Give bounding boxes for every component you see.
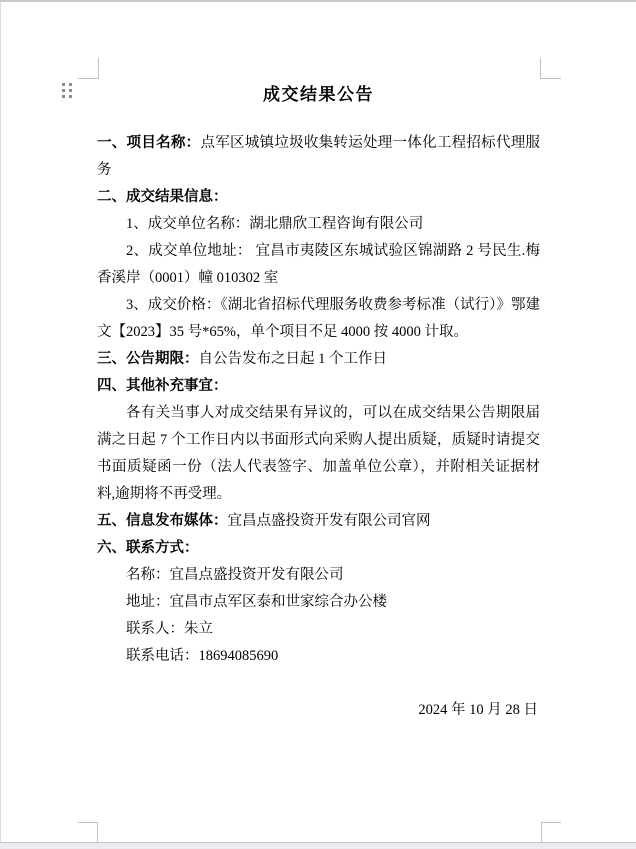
- margin-corner-mark-top-right: [540, 58, 561, 79]
- p-contact-phone: [97, 643, 540, 670]
- paragraph-text: 点军区城镇垃圾收集转运处理一体化工程招标代理服务: [97, 135, 541, 178]
- p-supplementary-body: [97, 400, 540, 508]
- p-contact-heading: [97, 535, 540, 562]
- document-title: 成交结果公告: [263, 85, 374, 104]
- p-project-name: [97, 130, 540, 184]
- p-contact-name: [97, 562, 540, 589]
- below-page-gap: [0, 842, 636, 849]
- section-label: 四、其他补充事宜：: [97, 378, 228, 394]
- p-price: [97, 292, 540, 346]
- paragraph-text: 各有关当事人对成交结果有异议的，可以在成交结果公告期限届满之日起 7 个工作日内以书面形式向采购人提出质疑，质疑时请提交书面质疑函一份（法人代表签字、加盖单位公章），并附相关证据材料,逾期将不再受理。: [97, 405, 540, 502]
- p-contact-address: [97, 589, 540, 616]
- p-publish-media: [97, 508, 540, 535]
- paragraph-text: 联系人：朱立: [126, 621, 213, 637]
- margin-corner-mark-top-left: [78, 58, 99, 79]
- paragraph-text: 3、成交价格：《湖北省招标代理服务收费参考标准（试行）》鄂建文【2023】35 号*65%，单个项目不足 4000 按 4000 计取。: [97, 297, 540, 340]
- drag-handle-dot: [69, 83, 72, 86]
- p-winner-address: [97, 238, 540, 292]
- margin-corner-mark-bottom-right: [541, 822, 561, 843]
- date-line: [97, 697, 540, 724]
- drag-handle-dot: [62, 83, 65, 86]
- paragraph-text: 名称：宜昌点盛投资开发有限公司: [126, 567, 344, 583]
- margin-corner-mark-bottom-left: [78, 822, 98, 843]
- section-label: 六、联系方式：: [97, 540, 199, 556]
- section-label: 一、项目名称：: [97, 135, 201, 151]
- paragraph-text: 1、成交单位名称：湖北鼎欣工程咨询有限公司: [126, 216, 424, 232]
- section-label: 三、公告期限：: [97, 351, 199, 367]
- date-text: 2024 年 10 月 28 日: [418, 702, 538, 718]
- paragraph-text: 自公告发布之日起 1 个工作日: [198, 351, 387, 367]
- paragraph-text: 2、成交单位地址： 宜昌市夷陵区东城试验区锦湖路 2 号民生.梅香溪岸（0001）幢 010302 室: [97, 243, 540, 286]
- drag-handle-dot: [69, 95, 72, 98]
- p-result-info-heading: [97, 184, 540, 211]
- paragraph-text: 联系电话：18694085690: [126, 648, 279, 664]
- drag-handle-icon[interactable]: [62, 83, 72, 98]
- document-body: [97, 130, 540, 724]
- drag-handle-dot: [62, 89, 65, 92]
- page-left-edge: [0, 2, 1, 843]
- p-winner-name: [97, 211, 540, 238]
- drag-handle-dot: [69, 89, 72, 92]
- p-announcement-period: [97, 346, 540, 373]
- paragraph-text: 地址：宜昌市点军区泰和世家综合办公楼: [126, 594, 387, 610]
- drag-handle-dot: [62, 95, 65, 98]
- p-contact-person: [97, 616, 540, 643]
- page-top-edge: [0, 0, 636, 2]
- section-label: 二、成交结果信息：: [97, 189, 228, 205]
- section-label: 五、信息发布媒体：: [97, 513, 228, 529]
- p-supplementary-heading: [97, 373, 540, 400]
- paragraph-text: 宜昌点盛投资开发有限公司官网: [227, 513, 431, 529]
